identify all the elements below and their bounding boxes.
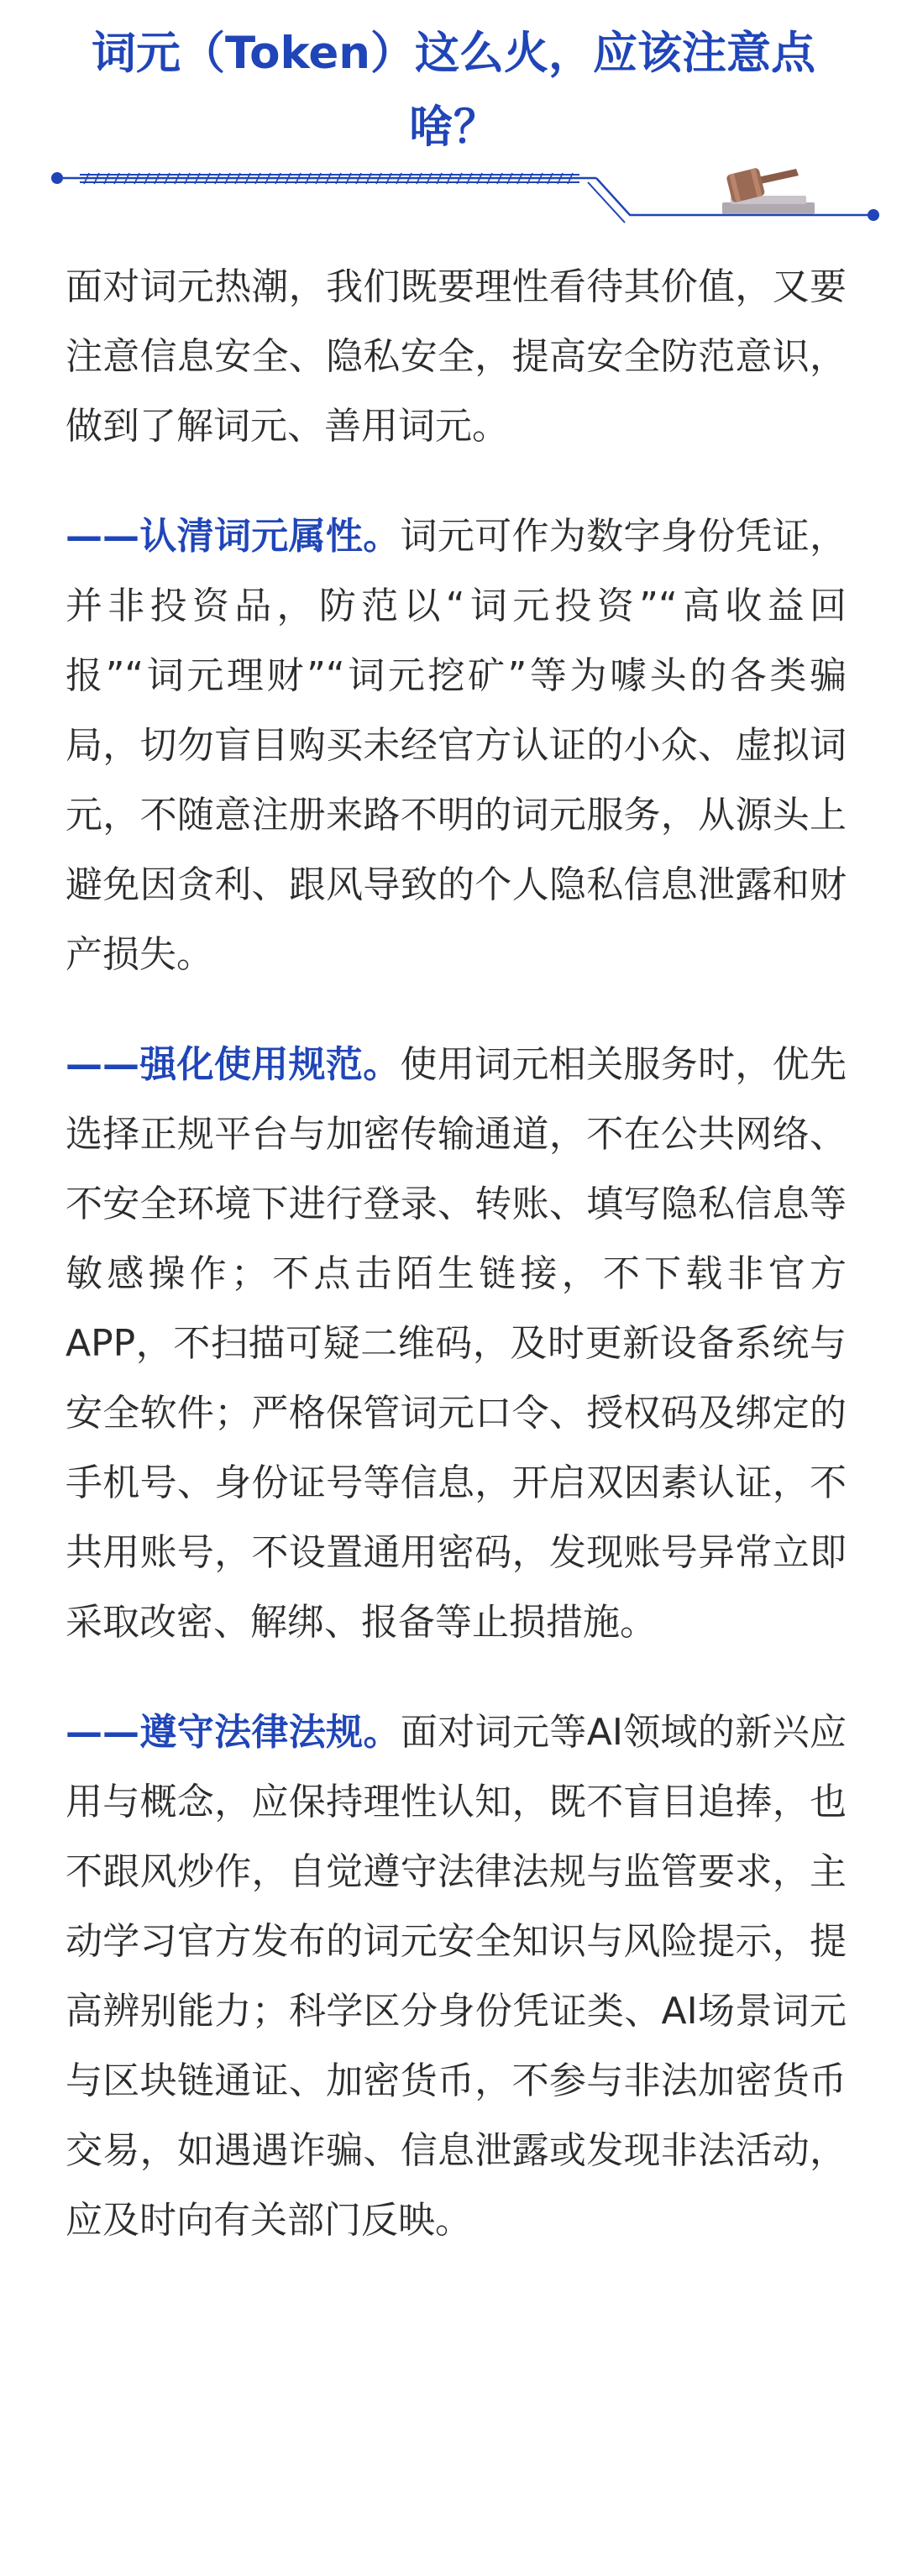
section-heading: ——遵守法律法规。 (66, 1711, 401, 1754)
section-text: 使用词元相关服务时，优先选择正规平台与加密传输通道，不在公共网络、不安全环境下进行登录、转账、填写隐私信息等敏感操作；不点击陌生链接，不下载非官方APP，不扫描可疑二维码，及时更新设备系统与安全软件；严格保管词元口令、授权码及绑定的手机号、身份证号等信息，开启双因素认证，不共用账号，不设置通用密码，发现账号异常立即采取改密、解绑、报备等止损措施。 (66, 1043, 847, 1644)
section-heading: ——强化使用规范。 (66, 1043, 401, 1086)
section-heading: ——认清词元属性。 (66, 515, 401, 558)
section-paragraph (66, 1697, 847, 2255)
article-body (66, 252, 847, 2295)
section-text: 面对词元等AI领域的新兴应用与概念，应保持理性认知，既不盲目追捧，也不跟风炒作，自觉遵守法律法规与监管要求，主动学习官方发布的词元安全知识与风险提示，提高辨别能力；科学区分身份凭证类、AI场景词元与区块链通证、加密货币，不参与非法加密货币交易，如遇遇诈骗、信息泄露或发现非法活动，应及时向有关部门反映。 (66, 1711, 847, 2242)
section-paragraph (66, 501, 847, 989)
article-title: 词元（Token）这么火，应该注意点啥？ (91, 28, 816, 153)
section-paragraph (66, 1030, 847, 1657)
title-divider (50, 164, 882, 231)
section-text: 词元可作为数字身份凭证，并非投资品，防范以“词元投资”“高收益回报”“词元理财”“词元挖矿”等为噱头的各类骗局，切勿盲目购买未经官方认证的小众、虚拟词元，不随意注册来路不明的词元服务，从源头上避免因贪利、跟风导致的个人隐私信息泄露和财产损失。 (66, 515, 847, 976)
gavel-icon (722, 167, 815, 214)
intro-paragraph: 面对词元热潮，我们既要理性看待其价值，又要注意信息安全、隐私安全，提高安全防范意识，做到了解词元、善用词元。 (66, 265, 847, 448)
